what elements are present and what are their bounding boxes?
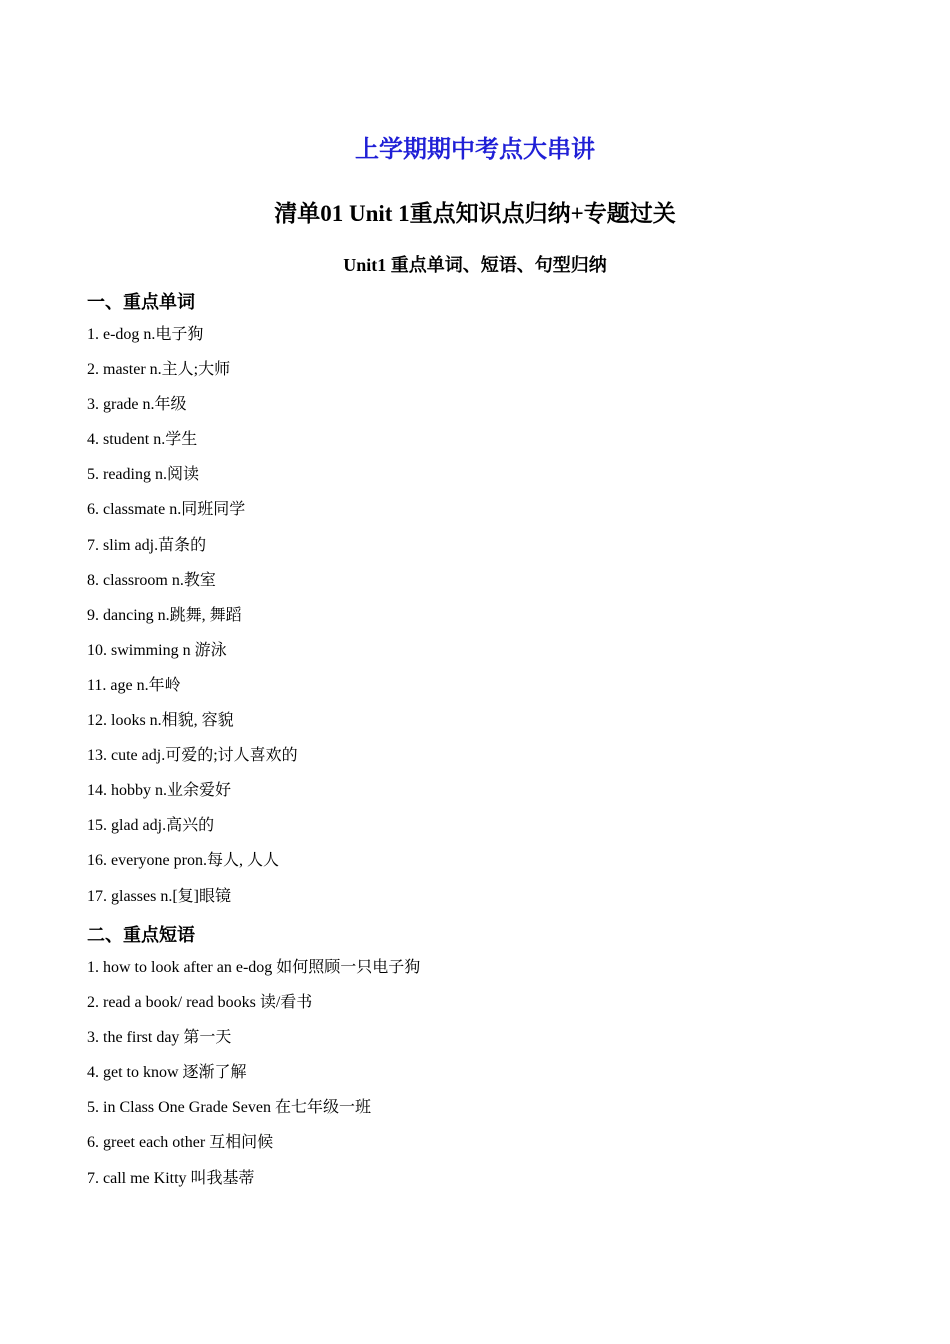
word-item: 3. grade n.年级 [87,396,187,414]
phrase-item: 7. call me Kitty 叫我基蒂 [87,1169,255,1187]
phrase-item: 4. get to know 逐渐了解 [87,1064,247,1082]
word-item: 7. slim adj.苗条的 [87,536,207,554]
word-item: 6. classmate n.同班同学 [87,501,246,519]
word-item: 2. master n.主人;大师 [87,361,231,379]
word-item: 14. hobby n.业余爱好 [87,782,232,800]
word-item: 9. dancing n.跳舞, 舞蹈 [87,606,242,624]
phrase-item: 6. greet each other 互相问候 [87,1134,274,1152]
phrase-item: 5. in Class One Grade Seven 在七年级一班 [87,1099,371,1117]
word-item: 8. classroom n.教室 [87,571,216,589]
phrase-item: 3. the first day 第一天 [87,1029,232,1047]
document-top-title: 上学期期中考点大串讲 [355,137,595,163]
key-words-heading: 一、重点单词 [87,292,195,312]
word-item: 13. cute adj.可爱的;讨人喜欢的 [87,747,298,765]
document-sub-title: Unit1 重点单词、短语、句型归纳 [343,255,607,275]
word-item: 11. age n.年岭 [87,676,181,694]
word-item: 10. swimming n 游泳 [87,641,227,659]
document-main-title: 清单01 Unit 1重点知识点归纳+专题过关 [274,201,676,226]
word-item: 4. student n.学生 [87,431,198,449]
key-words-section [87,289,867,921]
word-item: 1. e-dog n.电子狗 [87,326,204,343]
word-item: 12. looks n.相貌, 容貌 [87,712,234,730]
phrase-item: 1. how to look after an e-dog 如何照顾一只电子狗 [87,959,421,976]
word-item: 5. reading n.阅读 [87,466,199,484]
key-phrases-heading: 二、重点短语 [87,925,195,945]
word-item: 17. glasses n.[复]眼镜 [87,887,231,905]
key-phrases-section [87,922,867,1203]
word-item: 15. glad adj.高兴的 [87,817,215,835]
word-item: 16. everyone pron.每人, 人人 [87,852,279,870]
phrase-item: 2. read a book/ read books 读/看书 [87,994,313,1012]
